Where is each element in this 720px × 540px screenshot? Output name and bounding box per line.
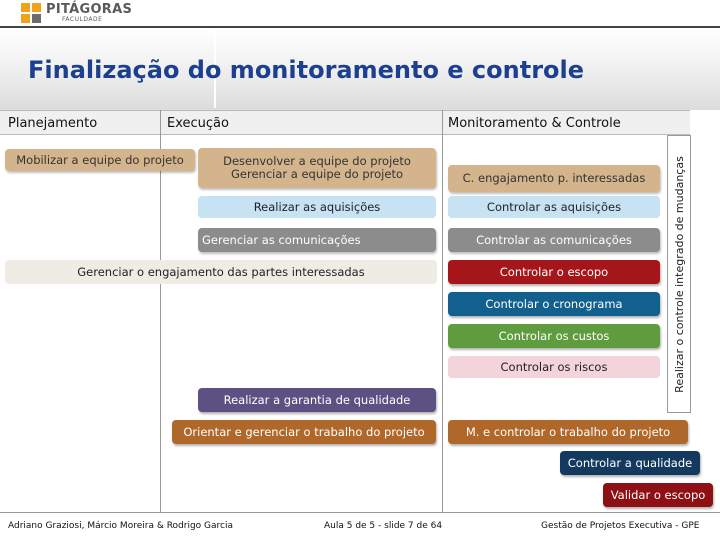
side-label <box>667 135 691 413</box>
box-controlar-comunicacoes-label: Controlar as comunicações <box>476 232 632 247</box>
logo <box>20 2 133 24</box>
box-controlar-comunicacoes <box>448 228 660 252</box>
box-monitorar-trabalho-label: M. e controlar o trabalho do projeto <box>465 424 671 439</box>
box-controlar-custos <box>448 324 660 348</box>
logo-mark-icon <box>20 2 42 24</box>
box-gerenciar-engajamento-label: Gerenciar o engajamento das partes interessadas <box>77 264 365 279</box>
box-controlar-engajamento <box>448 165 660 192</box>
box-controlar-aquisicoes-label: Controlar as aquisições <box>486 199 622 214</box>
column-divider-2 <box>442 110 443 512</box>
header-execucao: Execução <box>167 116 229 131</box>
box-gerenciar-equipe-label: Gerenciar a equipe do projeto <box>231 167 403 181</box>
box-controlar-escopo <box>448 260 660 284</box>
box-controlar-cronograma <box>448 292 660 316</box>
box-validar-escopo <box>603 483 713 507</box>
box-controlar-riscos <box>448 356 660 378</box>
side-label-text: Realizar o controle integrado de mudanças <box>672 155 686 393</box>
box-monitorar-trabalho <box>448 420 688 444</box>
box-controlar-aquisicoes <box>448 196 660 218</box>
logo-name: PITÁGORAS <box>46 2 133 17</box>
box-controlar-custos-label: Controlar os custos <box>498 328 610 343</box>
box-gerenciar-engajamento <box>5 260 437 284</box>
box-desenvolver-gerenciar-equipe <box>198 148 436 188</box>
box-realizar-aquisicoes-label: Realizar as aquisições <box>253 199 381 214</box>
box-validar-escopo-label: Validar o escopo <box>610 487 706 502</box>
box-controlar-qualidade <box>560 451 700 475</box>
box-controlar-cronograma-label: Controlar o cronograma <box>485 296 623 311</box>
page-title: Finalização do monitoramento e controle <box>28 56 585 84</box>
box-gerenciar-comunicacoes <box>198 228 436 252</box>
footer-course: Gestão de Projetos Executiva - GPE <box>541 521 700 531</box>
box-orientar-trabalho-label: Orientar e gerenciar o trabalho do projeto <box>183 424 425 439</box>
box-gerenciar-comunicacoes-label: Gerenciar as comunicações <box>202 232 361 247</box>
box-mobilizar-equipe <box>5 149 195 171</box>
header-planejamento: Planejamento <box>8 116 98 131</box>
box-garantia-qualidade-label: Realizar a garantia de qualidade <box>223 392 411 407</box>
box-garantia-qualidade <box>198 388 436 412</box>
box-controlar-escopo-label: Controlar o escopo <box>499 264 609 279</box>
box-orientar-trabalho <box>172 420 436 444</box>
box-controlar-qualidade-label: Controlar a qualidade <box>567 455 693 470</box>
logo-subtitle: FACULDADE <box>62 16 103 23</box>
footer-slide-number: Aula 5 de 5 - slide 7 de 64 <box>324 521 443 531</box>
footer-rule <box>0 512 720 513</box>
box-controlar-riscos-label: Controlar os riscos <box>500 359 608 374</box>
header-monitoramento: Monitoramento & Controle <box>448 116 621 131</box>
box-desenvolver-label: Desenvolver a equipe do projeto <box>223 154 411 168</box>
box-controlar-engajamento-label: C. engajamento p. interessadas <box>462 171 646 185</box>
box-realizar-aquisicoes <box>198 196 436 218</box>
box-mobilizar-equipe-label: Mobilizar a equipe do projeto <box>16 152 184 167</box>
footer-authors: Adriano Graziosi, Márcio Moreira & Rodrigo Garcia <box>8 521 233 531</box>
